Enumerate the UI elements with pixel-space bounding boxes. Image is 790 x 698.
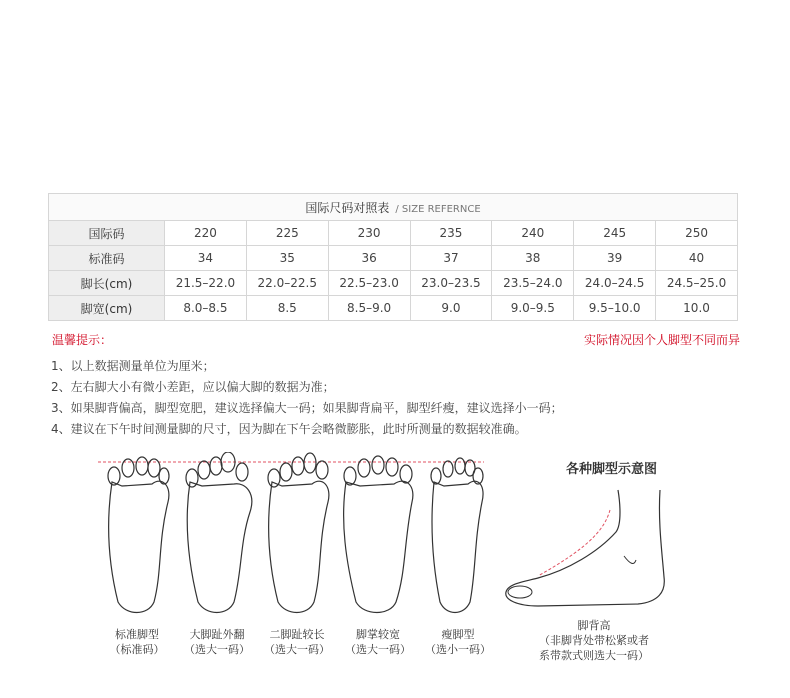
foot-type-label-slim bbox=[413, 627, 503, 657]
table-row bbox=[49, 296, 738, 321]
table-cell: 9.0–9.5 bbox=[492, 296, 574, 321]
foot-type-label-standard bbox=[92, 627, 182, 657]
row-label: 标准码 bbox=[49, 246, 165, 271]
foot-type-name: 大脚趾外翻 bbox=[189, 628, 245, 641]
table-cell: 250 bbox=[656, 221, 738, 246]
table-cell: 230 bbox=[328, 221, 410, 246]
table-cell: 220 bbox=[165, 221, 247, 246]
note-item: 3、如果脚背偏高，脚型宽肥，建议选择偏大一码；如果脚背扁平，脚型纤瘦，建议选择小一码； bbox=[51, 401, 563, 415]
high-instep-label bbox=[524, 618, 664, 663]
foot-type-advice: （选大一码） bbox=[264, 643, 330, 656]
table-cell: 235 bbox=[410, 221, 492, 246]
table-cell: 10.0 bbox=[656, 296, 738, 321]
table-row bbox=[49, 246, 738, 271]
foot-type-advice: （标准码） bbox=[109, 643, 165, 656]
table-caption-row bbox=[49, 194, 738, 221]
high-instep-advice-line1: （非脚背处带松紧或者 bbox=[539, 634, 649, 647]
table-cell: 37 bbox=[410, 246, 492, 271]
row-label: 国际码 bbox=[49, 221, 165, 246]
foot-outline-standard bbox=[108, 457, 169, 613]
warm-tip-label: 温馨提示： bbox=[52, 333, 113, 347]
table-cell: 38 bbox=[492, 246, 574, 271]
individual-variation-note: 实际情况因个人脚型不同而异 bbox=[583, 333, 740, 347]
foot-type-advice: （选小一码） bbox=[425, 643, 491, 656]
foot-type-label-bunion bbox=[172, 627, 262, 657]
foot-type-label-long-second-toe bbox=[252, 627, 342, 657]
table-cell: 23.0–23.5 bbox=[410, 271, 492, 296]
size-chart-table bbox=[48, 193, 738, 321]
table-cell: 36 bbox=[328, 246, 410, 271]
high-instep-side-view bbox=[498, 482, 678, 622]
foot-outline-wide bbox=[344, 456, 413, 613]
foot-outline-bunion bbox=[186, 452, 252, 613]
table-cell: 39 bbox=[574, 246, 656, 271]
table-row bbox=[49, 271, 738, 296]
table-cell: 8.5–9.0 bbox=[328, 296, 410, 321]
note-item: 2、左右脚大小有微小差距，应以偏大脚的数据为准； bbox=[51, 380, 335, 394]
table-cell: 21.5–22.0 bbox=[165, 271, 247, 296]
row-label: 脚长(cm) bbox=[49, 271, 165, 296]
table-cell: 23.5–24.0 bbox=[492, 271, 574, 296]
high-instep-advice-line2: 系带款式则选大一码） bbox=[539, 649, 649, 662]
table-subtitle: / SIZE REFERNCE bbox=[395, 203, 481, 215]
foot-type-name: 脚掌较宽 bbox=[356, 628, 400, 641]
table-cell: 24.0–24.5 bbox=[574, 271, 656, 296]
table-caption bbox=[49, 194, 738, 221]
table-cell: 34 bbox=[165, 246, 247, 271]
table-cell: 225 bbox=[246, 221, 328, 246]
foot-outline-long-second-toe bbox=[268, 453, 329, 613]
table-cell: 245 bbox=[574, 221, 656, 246]
foot-outline-slim bbox=[431, 458, 483, 613]
foot-type-advice: （选大一码） bbox=[184, 643, 250, 656]
foot-types-illustration bbox=[92, 452, 492, 622]
high-instep-title: 脚背高 bbox=[577, 619, 611, 632]
foot-types-diagram-title: 各种脚型示意图 bbox=[566, 462, 658, 477]
foot-type-name: 瘦脚型 bbox=[441, 628, 475, 641]
table-cell: 8.0–8.5 bbox=[165, 296, 247, 321]
table-cell: 35 bbox=[246, 246, 328, 271]
foot-type-label-wide bbox=[333, 627, 423, 657]
table-cell: 9.0 bbox=[410, 296, 492, 321]
table-cell: 240 bbox=[492, 221, 574, 246]
table-cell: 9.5–10.0 bbox=[574, 296, 656, 321]
table-row bbox=[49, 221, 738, 246]
row-label: 脚宽(cm) bbox=[49, 296, 165, 321]
foot-type-advice: （选大一码） bbox=[345, 643, 411, 656]
note-item: 1、以上数据测量单位为厘米； bbox=[51, 359, 215, 373]
table-cell: 8.5 bbox=[246, 296, 328, 321]
foot-type-name: 标准脚型 bbox=[115, 628, 159, 641]
table-cell: 40 bbox=[656, 246, 738, 271]
table-cell: 24.5–25.0 bbox=[656, 271, 738, 296]
table-cell: 22.0–22.5 bbox=[246, 271, 328, 296]
notes-list bbox=[51, 356, 563, 440]
note-item: 4、建议在下午时间测量脚的尺寸，因为脚在下午会略微膨胀，此时所测量的数据较准确。 bbox=[51, 422, 527, 436]
table-cell: 22.5–23.0 bbox=[328, 271, 410, 296]
foot-type-name: 二脚趾较长 bbox=[269, 628, 325, 641]
table-title: 国际尺码对照表 bbox=[305, 200, 390, 215]
